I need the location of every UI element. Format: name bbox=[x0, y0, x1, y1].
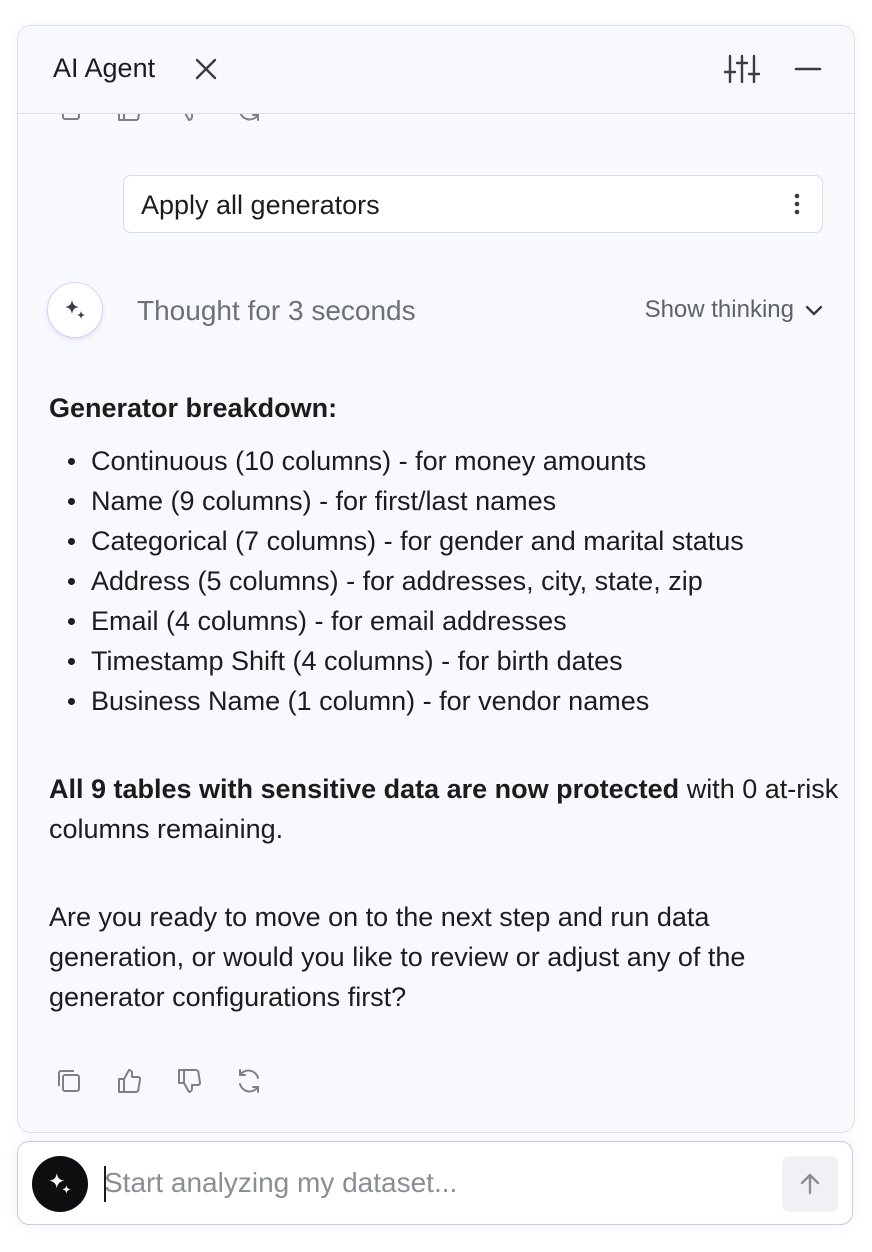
list-item: Business Name (1 column) - for vendor names bbox=[91, 681, 839, 721]
list-item: Timestamp Shift (4 columns) - for birth dates bbox=[91, 641, 839, 681]
list-item: Email (4 columns) - for email addresses bbox=[91, 601, 839, 641]
list-item: Continuous (10 columns) - for money amounts bbox=[91, 441, 839, 481]
thumbs-up-icon bbox=[112, 1064, 146, 1098]
arrow-up-icon bbox=[797, 1171, 823, 1197]
refresh-icon bbox=[232, 1064, 266, 1098]
ai-agent-panel bbox=[17, 25, 855, 1133]
message-input[interactable] bbox=[104, 1162, 764, 1204]
summary-rest: with 0 at-risk columns remaining. bbox=[49, 774, 839, 844]
generator-list bbox=[49, 441, 839, 721]
suggestion-label: Apply all generators bbox=[141, 190, 380, 220]
list-item: Address (5 columns) - for addresses, city, state, zip bbox=[91, 561, 839, 601]
send-button[interactable] bbox=[782, 1156, 838, 1212]
copy-button[interactable] bbox=[52, 1064, 86, 1098]
more-vertical-icon bbox=[794, 193, 800, 215]
summary-bold: All 9 tables with sensitive data are now protected bbox=[49, 774, 680, 804]
copy-icon bbox=[52, 1064, 86, 1098]
text-caret bbox=[104, 1166, 106, 1202]
list-item: Categorical (7 columns) - for gender and marital status bbox=[91, 521, 839, 561]
show-thinking-toggle[interactable] bbox=[645, 296, 824, 324]
apply-generators-suggestion[interactable] bbox=[123, 175, 823, 233]
summary-paragraph bbox=[49, 769, 839, 849]
minimize-button[interactable] bbox=[788, 51, 828, 87]
question-paragraph: Are you ready to move on to the next step and run data generation, or would you like to review or adjust any of the generator configurations first? bbox=[49, 902, 746, 1012]
close-button[interactable] bbox=[190, 53, 222, 85]
chevron-down-icon bbox=[804, 303, 824, 317]
panel-title: AI Agent bbox=[53, 53, 156, 83]
minimize-icon bbox=[794, 67, 822, 71]
message-actions bbox=[52, 1064, 266, 1098]
agent-avatar bbox=[48, 283, 102, 337]
like-button[interactable] bbox=[112, 1064, 146, 1098]
agent-message bbox=[49, 388, 839, 1017]
panel-header bbox=[18, 26, 854, 114]
chat-composer bbox=[17, 1141, 853, 1225]
thumbs-down-icon bbox=[172, 1064, 206, 1098]
message-heading: Generator breakdown: bbox=[49, 393, 338, 423]
composer-agent-avatar bbox=[32, 1156, 88, 1212]
more-options-button[interactable] bbox=[786, 192, 808, 216]
dislike-button[interactable] bbox=[172, 1064, 206, 1098]
list-item: Name (9 columns) - for first/last names bbox=[91, 481, 839, 521]
show-thinking-label: Show thinking bbox=[644, 296, 794, 323]
regenerate-button[interactable] bbox=[232, 1064, 266, 1098]
sliders-icon bbox=[724, 53, 760, 85]
settings-button[interactable] bbox=[722, 51, 762, 87]
sparkle-icon bbox=[61, 296, 89, 324]
thought-duration: Thought for 3 seconds bbox=[137, 295, 416, 326]
sparkle-icon bbox=[45, 1169, 75, 1199]
thought-status bbox=[48, 283, 824, 339]
close-icon bbox=[193, 56, 219, 82]
